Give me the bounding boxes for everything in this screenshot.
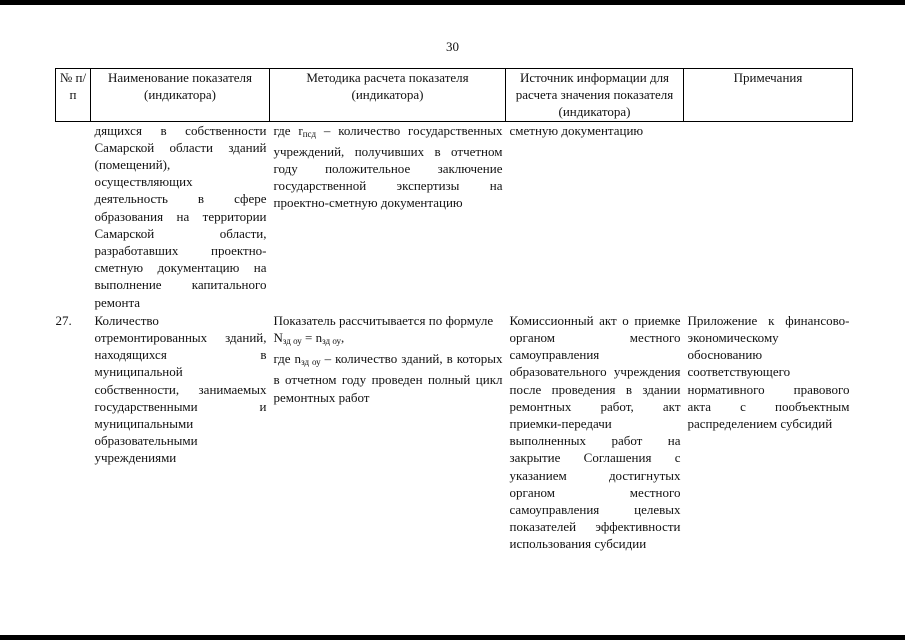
header-source: Источник информации для расчета значения показателя (индикатора) [506,69,684,122]
row-continued-source: сметную документацию [509,122,644,138]
header-num: № п/п [56,69,91,122]
formula-subscript: зд оу [322,336,342,347]
indicator-table [55,68,853,553]
row-27-notes: Приложение к финансово-экономическому обоснованию соответствующего нормативного правового акта с пообъектным распределением субсидий [687,312,850,432]
formula-text: N [273,330,283,346]
scan-border-bottom [0,635,905,640]
where-text: – количество зданий, в которых в отчетном году проведен полный цикл ремонтных работ [273,351,503,405]
method-subscript: псд [302,128,317,139]
row-27-num: 27. [55,312,72,328]
row-continued-name: дящихся в собственности Самарской области зданий (помещений), осуществляющих деятельность в сфере образования на территории Самарской области, разработавших проектно-сметную документацию на выполнение капитального ремонта [94,122,267,310]
scan-border-top [0,0,905,5]
header-name: Наименование показателя (индикатора) [91,69,270,122]
where-text: где n [273,351,302,367]
table-header-row [56,69,853,122]
row-27-source: Комиссионный акт о приемке органом местного самоуправления образовательного учреждения после проведения в здании ремонтных работ, акт приемки-передачи выполненных работ на закрытие Соглашения с указанием достигнутых органом местного самоуправления целевых показателей эффективности использования субсидии [509,312,681,552]
row-27-name: Количество отремонтированных зданий, находящихся в муниципальной собственности, занимаемых государственными и муниципальными образовательными учреждениями [94,312,267,466]
method-text: где r [273,122,303,138]
row-continued-notes [684,121,853,311]
method-intro: Показатель рассчитывается по формуле [273,312,494,328]
header-method: Методика расчета показателя (индикатора) [270,69,506,122]
method-text: – количество государственных учреждений, получивших в отчетном году положительное заключение государственной экспертизы на проектно-сметную документацию [273,122,503,211]
row-continued-method [270,121,506,311]
table-row-27 [56,311,853,553]
formula-text: , [341,330,345,346]
page-number: 30 [446,39,459,54]
table-row-continued [56,121,853,311]
method-formula [274,329,503,350]
where-subscript: зд оу [301,357,321,368]
header-notes: Примечания [684,69,853,122]
row-continued-num [56,121,91,311]
formula-subscript: зд оу [282,336,302,347]
method-where [274,350,503,406]
formula-text: = n [301,330,323,346]
row-27-method [270,311,506,553]
